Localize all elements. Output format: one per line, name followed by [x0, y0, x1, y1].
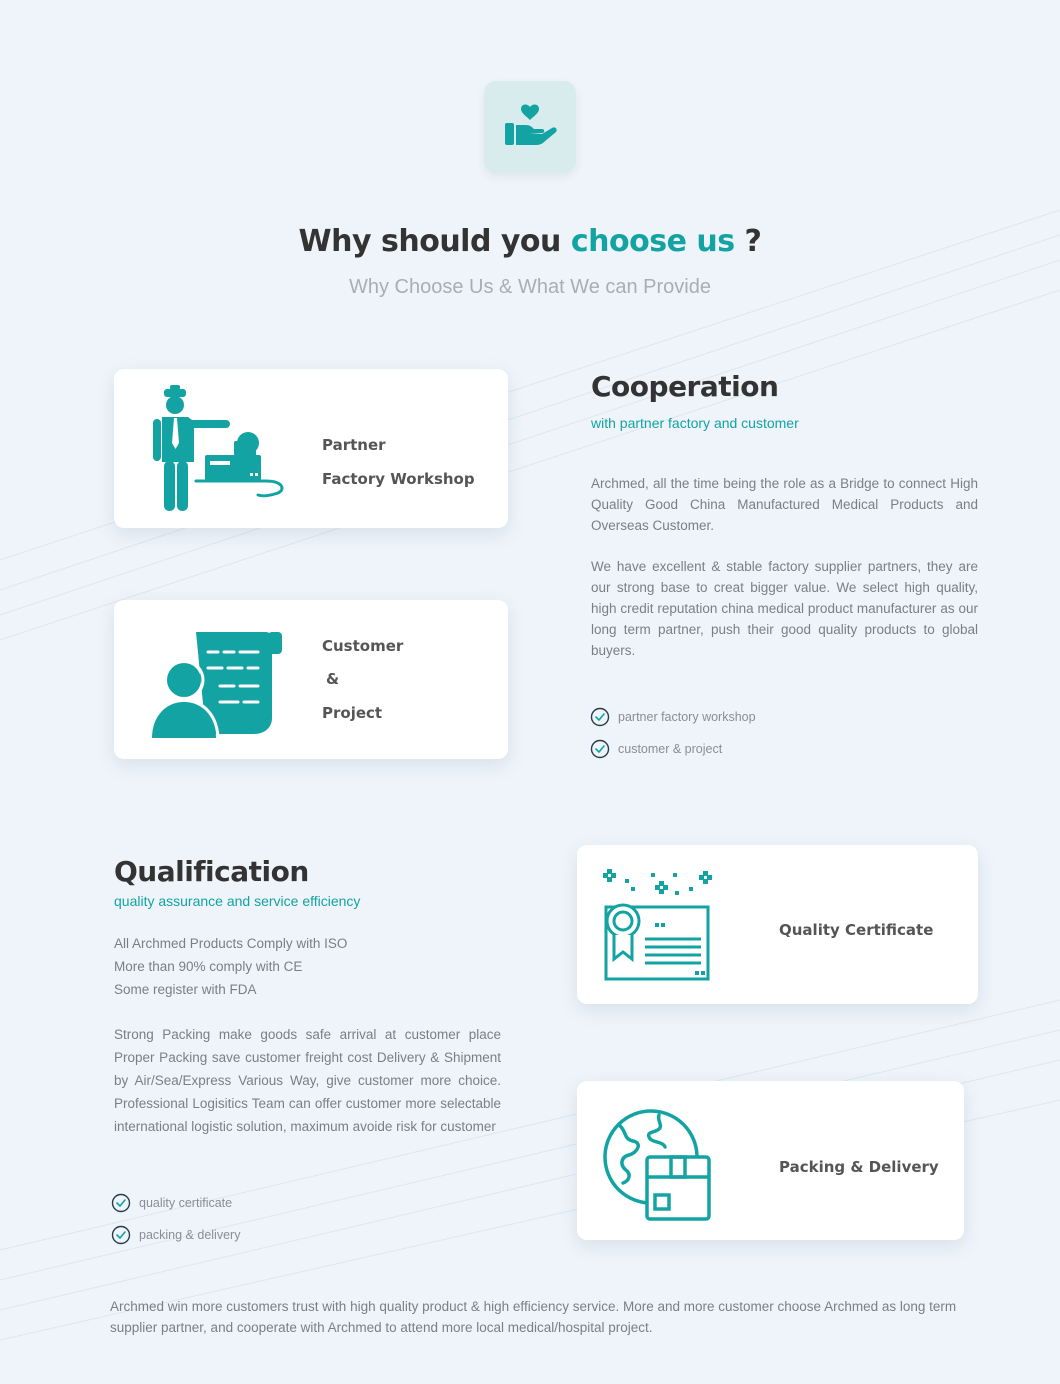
worker-machine-icon	[150, 385, 290, 515]
qualification-compliance	[114, 932, 347, 1001]
check-label: customer & project	[618, 742, 723, 756]
cooperation-title: Cooperation	[591, 370, 779, 403]
cooperation-para-1: Archmed, all the time being the role as a Bridge to connect High Quality Good China Manufactured Medical Products and Overseas Customer.	[591, 476, 978, 533]
partner-card-line2: Factory Workshop	[322, 470, 475, 488]
packing-delivery-label: Packing & Delivery	[779, 1158, 939, 1176]
qualification-para: Strong Packing make goods safe arrival at customer place Proper Packing save customer freight cost Delivery & Shipment by Air/Sea/Express Various Way, give customer more choice. Professional Logisitics Team can offer customer more selectable international logistic solution, maximum avoide risk for customer	[114, 1027, 501, 1134]
check-label: packing & delivery	[139, 1228, 241, 1242]
check-circle-icon	[590, 707, 610, 727]
check-circle-icon	[111, 1193, 131, 1213]
check-packing-delivery	[111, 1225, 240, 1245]
customer-project-card	[114, 600, 508, 759]
check-circle-icon	[590, 739, 610, 759]
check-label: partner factory workshop	[618, 710, 756, 724]
title-accent: choose us	[570, 224, 735, 259]
check-label: quality certificate	[139, 1196, 233, 1210]
qualification-title: Qualification	[114, 855, 309, 888]
cooperation-subtitle: with partner factory and customer	[591, 415, 799, 431]
partner-factory-card	[114, 369, 508, 528]
check-circle-icon	[111, 1225, 131, 1245]
check-customer-project	[590, 739, 722, 759]
customer-card-line3: Project	[322, 704, 383, 722]
page-title: Why should you choose us ?	[298, 224, 762, 259]
partner-card-line1: Partner	[322, 436, 386, 454]
compliance-line: More than 90% comply with CE	[114, 959, 303, 974]
customer-card-line2: &	[326, 670, 340, 688]
check-partner-factory	[590, 707, 756, 727]
page-subtitle: Why Choose Us & What We can Provide	[349, 276, 711, 298]
compliance-line: All Archmed Products Comply with ISO	[114, 936, 348, 951]
hand-heart-badge	[484, 81, 576, 173]
hand-heart-icon	[503, 103, 557, 151]
packing-delivery-card	[577, 1081, 964, 1240]
globe-box-icon	[601, 1105, 717, 1223]
quality-certificate-card	[577, 845, 978, 1004]
footer-text: Archmed win more customers trust with high quality product & high efficiency service. More and more customer choose Archmed as long term supplier partner, and cooperate with Archmed to attend more local medical/hospital project.	[110, 1299, 957, 1335]
customer-document-icon	[150, 628, 290, 740]
quality-certificate-label: Quality Certificate	[779, 921, 934, 939]
customer-card-line1: Customer	[322, 637, 404, 655]
cooperation-para-2: We have excellent & stable factory supplier partners, they are our strong base to creat bigger value. We select high quality, high credit reputation china medical product manufacturer as our long term partner, push their good quality products to global buyers.	[591, 559, 978, 658]
compliance-line: Some register with FDA	[114, 982, 257, 997]
check-quality-certificate	[111, 1193, 232, 1213]
certificate-icon	[601, 867, 715, 985]
qualification-subtitle: quality assurance and service efficiency	[114, 893, 361, 909]
